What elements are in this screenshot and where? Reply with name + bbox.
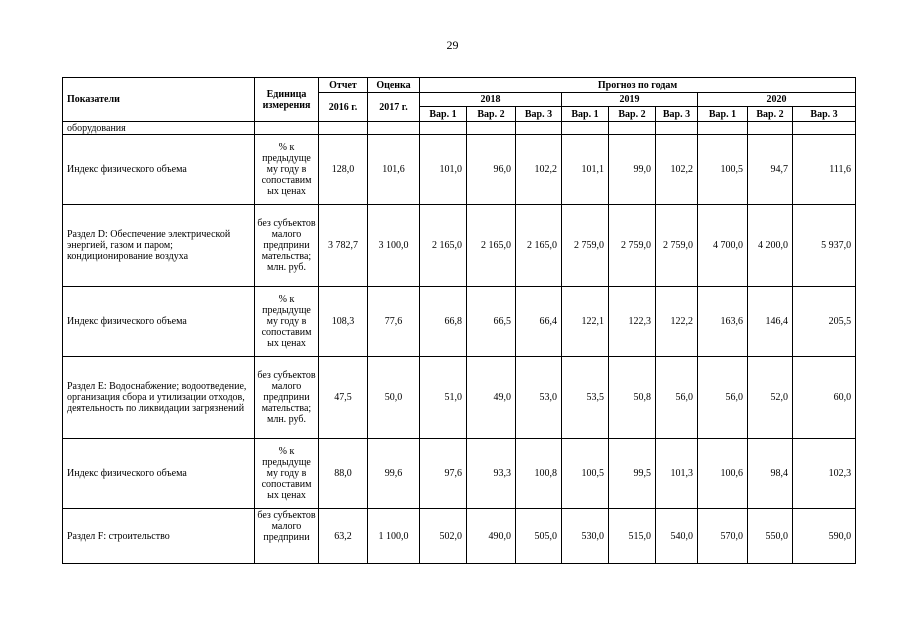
header-variant: Вар. 1 [562, 107, 609, 122]
table-row [63, 205, 856, 287]
row-value: 52,0 [748, 357, 793, 439]
row-value: 108,3 [319, 287, 368, 357]
row-value: 570,0 [698, 509, 748, 564]
header-variant: Вар. 2 [467, 107, 516, 122]
header-indicators: Показатели [63, 78, 255, 122]
row-value: 2 165,0 [467, 205, 516, 287]
row-value: 128,0 [319, 135, 368, 205]
row-value: 101,1 [562, 135, 609, 205]
header-year-2018: 2018 [420, 93, 562, 107]
row-value: 94,7 [748, 135, 793, 205]
row-value: 63,2 [319, 509, 368, 564]
table-row [63, 135, 856, 205]
row-value: 2 759,0 [562, 205, 609, 287]
row-unit: без субъектов малого предприни [257, 509, 316, 543]
table-row [63, 439, 856, 509]
page-number: 29 [446, 38, 459, 52]
row-value: 515,0 [609, 509, 656, 564]
row-value: 97,6 [420, 439, 467, 509]
header-estimate: Оценка [368, 78, 420, 93]
row-value: 53,0 [516, 357, 562, 439]
header-forecast: Прогноз по годам [420, 78, 856, 93]
row-value: 50,0 [368, 357, 420, 439]
row-value: 205,5 [793, 287, 856, 357]
row-value: 88,0 [319, 439, 368, 509]
header-variant: Вар. 1 [698, 107, 748, 122]
forecast-table [62, 77, 856, 564]
header-variant: Вар. 3 [516, 107, 562, 122]
row-value: 3 782,7 [319, 205, 368, 287]
header-year-2020: 2020 [698, 93, 856, 107]
row-value: 2 759,0 [656, 205, 698, 287]
row-value: 56,0 [656, 357, 698, 439]
row-value: 50,8 [609, 357, 656, 439]
row-value: 163,6 [698, 287, 748, 357]
row-value: 122,3 [609, 287, 656, 357]
row-value: 550,0 [748, 509, 793, 564]
row-value: 100,6 [698, 439, 748, 509]
row-value: 102,2 [516, 135, 562, 205]
row-value: 66,4 [516, 287, 562, 357]
row-indicator-name: Индекс физического объема [63, 135, 255, 205]
row-unit: % к предыдуще му году в сопоставим ых ценах [261, 294, 312, 349]
row-value: 100,8 [516, 439, 562, 509]
row-indicator-name: Раздел D: Обеспечение электрической энергией, газом и паром; кондиционирование воздуха [63, 205, 255, 287]
row-value: 99,0 [609, 135, 656, 205]
row-value: 540,0 [656, 509, 698, 564]
table-row [63, 357, 856, 439]
row-value: 590,0 [793, 509, 856, 564]
row-value: 1 100,0 [368, 509, 420, 564]
row-value: 505,0 [516, 509, 562, 564]
row-unit: без субъектов малого предприни мательства; млн. руб. [257, 218, 316, 273]
row-value: 66,5 [467, 287, 516, 357]
row-value: 102,2 [656, 135, 698, 205]
header-unit: Единица измерения [255, 78, 319, 122]
row-value: 4 200,0 [748, 205, 793, 287]
table-row [63, 509, 856, 564]
row-value: 66,8 [420, 287, 467, 357]
row-value: 3 100,0 [368, 205, 420, 287]
row-value: 102,3 [793, 439, 856, 509]
header-report: Отчет [319, 78, 368, 93]
row-indicator-name: Индекс физического объема [63, 287, 255, 357]
row-indicator-name: Индекс физического объема [63, 439, 255, 509]
row-value: 502,0 [420, 509, 467, 564]
row-value: 4 700,0 [698, 205, 748, 287]
row-value: 77,6 [368, 287, 420, 357]
row-value: 99,6 [368, 439, 420, 509]
row-value: 122,1 [562, 287, 609, 357]
row-value: 101,3 [656, 439, 698, 509]
row-indicator-name: Раздел E: Водоснабжение; водоотведение, организация сбора и утилизации отходов, деятельность по ликвидации загрязнений [63, 357, 255, 439]
row-value: 96,0 [467, 135, 516, 205]
row-value: 49,0 [467, 357, 516, 439]
row-indicator-name: Раздел F: строительство [63, 509, 255, 564]
row-value: 100,5 [562, 439, 609, 509]
row-value: 60,0 [793, 357, 856, 439]
header-year-2016: 2016 г. [319, 93, 368, 122]
row-value: 56,0 [698, 357, 748, 439]
row-value: 2 759,0 [609, 205, 656, 287]
row-unit: без субъектов малого предприни мательства; млн. руб. [257, 370, 316, 425]
header-year-2017: 2017 г. [368, 93, 420, 122]
row-value: 101,0 [420, 135, 467, 205]
header-year-2019: 2019 [562, 93, 698, 107]
row-value: 146,4 [748, 287, 793, 357]
row-value: 2 165,0 [516, 205, 562, 287]
header-variant: Вар. 2 [748, 107, 793, 122]
row-unit: % к предыдуще му году в сопоставим ых ценах [261, 446, 312, 501]
row-value: 530,0 [562, 509, 609, 564]
table-row [63, 287, 856, 357]
row-value: 98,4 [748, 439, 793, 509]
header-variant: Вар. 3 [793, 107, 856, 122]
row-value: 51,0 [420, 357, 467, 439]
row-value: 93,3 [467, 439, 516, 509]
row-value: 122,2 [656, 287, 698, 357]
row-value: 2 165,0 [420, 205, 467, 287]
row-unit: % к предыдуще му году в сопоставим ых ценах [261, 142, 312, 197]
row-value: 101,6 [368, 135, 420, 205]
row-value: 47,5 [319, 357, 368, 439]
header-variant: Вар. 3 [656, 107, 698, 122]
row-value: 111,6 [793, 135, 856, 205]
row-value: 100,5 [698, 135, 748, 205]
row-value: 5 937,0 [793, 205, 856, 287]
row-value: 490,0 [467, 509, 516, 564]
header-variant: Вар. 2 [609, 107, 656, 122]
continuation-label: оборудования [63, 122, 255, 135]
row-value: 53,5 [562, 357, 609, 439]
row-value: 99,5 [609, 439, 656, 509]
header-variant: Вар. 1 [420, 107, 467, 122]
